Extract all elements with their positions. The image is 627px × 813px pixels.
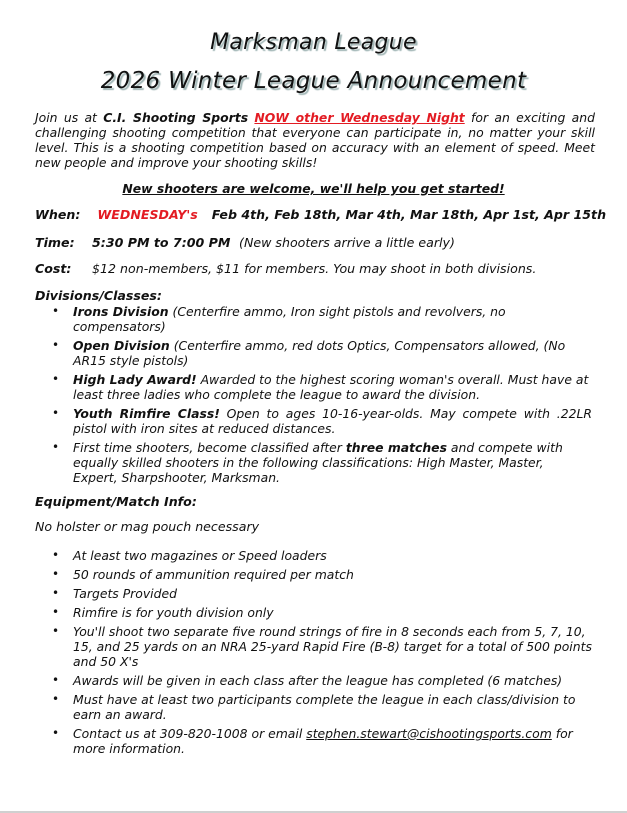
time-note: (New shooters arrive a little early) bbox=[239, 235, 455, 250]
equipment-heading: Equipment/Match Info: bbox=[35, 494, 197, 509]
list-item: • Awards will be given in each class after the league has completed (6 matches) bbox=[52, 673, 592, 688]
intro-paragraph bbox=[35, 110, 595, 170]
welcome-banner: New shooters are welcome, we'll help you get started! bbox=[122, 181, 505, 196]
schedule-highlight: NOW other Wednesday Night bbox=[254, 110, 465, 125]
cost-value: $12 non-members, $11 for members. You may shoot in both divisions. bbox=[92, 261, 537, 276]
list-item: • First time shooters, become classified after three matches and compete with equally skilled shooters in the following classifications: High Master, Master, Expert, Sharpshooter, Marksman. bbox=[52, 440, 592, 485]
when-day: WEDNESDAY's bbox=[97, 207, 198, 222]
list-item: • At least two magazines or Speed loaders bbox=[52, 548, 592, 563]
when-dates: Feb 4th, Feb 18th, Mar 4th, Mar 18th, Apr 1st, Apr 15th bbox=[211, 207, 607, 222]
cost-label: Cost: bbox=[35, 261, 72, 276]
time-label: Time: bbox=[35, 235, 75, 250]
time-value: 5:30 PM to 7:00 PM bbox=[92, 235, 231, 250]
list-item: • Youth Rimfire Class! Open to ages 10-16-year-olds. May compete with .22LR pistol with iron sites at reduced distances. bbox=[52, 406, 592, 436]
divisions-list bbox=[52, 304, 592, 489]
page-subtitle: 2026 Winter League Announcement bbox=[100, 68, 527, 94]
cost-row bbox=[35, 261, 536, 276]
venue-name: C.I. Shooting Sports bbox=[103, 110, 249, 125]
equipment-note: No holster or mag pouch necessary bbox=[35, 519, 260, 534]
list-item: • Irons Division (Centerfire ammo, Iron sight pistols and revolvers, no compensators) bbox=[52, 304, 592, 334]
page-title: Marksman League bbox=[210, 30, 417, 55]
list-item: • You'll shoot two separate five round strings of fire in 8 seconds each from 5, 7, 10, 15, and 25 yards on an NRA 25-yard Rapid Fire (B-8) target for a total of 500 points and 50 X's bbox=[52, 624, 592, 669]
list-item: • High Lady Award! Awarded to the highest scoring woman's overall. Must have at least three ladies who complete the league to award the division. bbox=[52, 372, 592, 402]
divisions-heading: Divisions/Classes: bbox=[35, 288, 162, 303]
list-item: • Open Division (Centerfire ammo, red dots Optics, Compensators allowed, (No AR15 style pistols) bbox=[52, 338, 592, 368]
intro-text-2: for an exciting and challenging shooting competition that everyone can participate in, no matter your skill level. This is a shooting competition based on accuracy with an element of speed. Meet new people and improve your shooting skills! bbox=[35, 110, 595, 170]
time-row bbox=[35, 235, 455, 250]
when-label: When: bbox=[35, 207, 81, 222]
equipment-list bbox=[52, 548, 592, 760]
list-item: • Contact us at 309-820-1008 or email stephen.stewart@cishootingsports.com for more information. bbox=[52, 726, 592, 756]
list-item: • Rimfire is for youth division only bbox=[52, 605, 592, 620]
list-item: • 50 rounds of ammunition required per match bbox=[52, 567, 592, 582]
intro-text-1: Join us at bbox=[35, 110, 104, 125]
list-item: • Must have at least two participants complete the league in each class/division to earn an award. bbox=[52, 692, 592, 722]
when-row bbox=[35, 207, 606, 222]
contact-email-link[interactable]: stephen.stewart@cishootingsports.com bbox=[306, 726, 552, 741]
list-item: • Targets Provided bbox=[52, 586, 592, 601]
